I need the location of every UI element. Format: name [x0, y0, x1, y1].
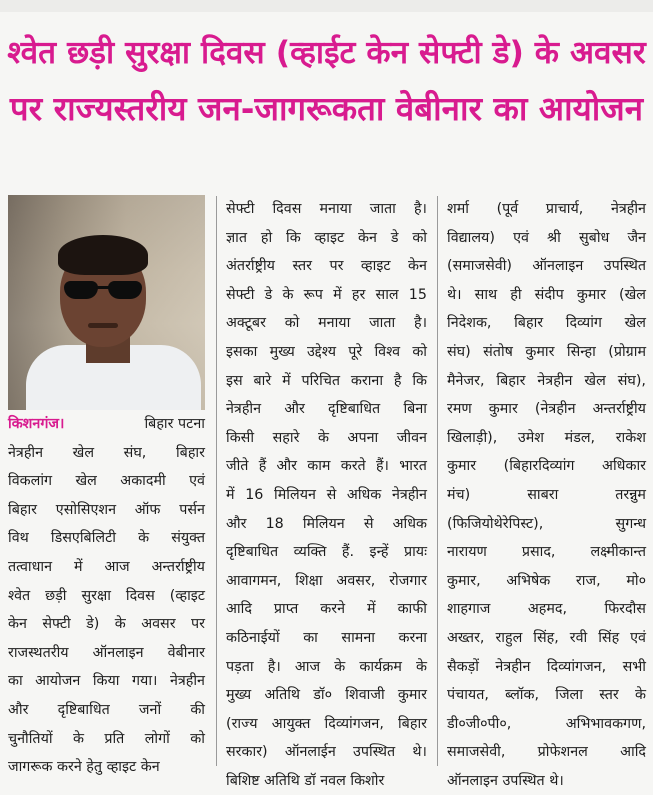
article-line: बिहार एसोसिएशन ऑफ पर्सन [8, 501, 205, 518]
headline-line-2: पर राज्यस्तरीय जन-जागरूकता वेबीनार का आयोजन [9, 89, 644, 128]
article-line-text: बिहार पटना [144, 416, 205, 432]
article-line [8, 410, 205, 439]
article-line: नेत्रहीन और दृष्टिबाधित बिना [226, 401, 427, 418]
article-line: विकलांग खेल अकादमी एवं [8, 473, 205, 490]
article-line: मंच) साबरा तरन्नुम [447, 486, 646, 503]
article-line: कठिनाईयों का सामना करना [226, 629, 427, 646]
dateline: किशनगंज। [8, 416, 65, 432]
article-line: अक्टूबर को मनाया जाता है। [226, 315, 427, 332]
article-line: इस बारे में परिचित कराना है कि [226, 372, 427, 389]
article-line: केन सेफ्टी डे) के अवसर पर [8, 616, 205, 633]
article-line: रमण कुमार (नेत्रहीन अन्तर्राष्ट्रीय [447, 401, 646, 418]
article-line: और दृष्टिबाधित जनों की [8, 701, 205, 718]
article-line: सरकार) ऑनलाईन उपस्थित थे। [226, 744, 427, 761]
article-line: राजस्थतरीय ऑनलाइन वेबीनार [8, 644, 205, 661]
article-line: विथ डिसएबिलिटी के संयुक्त [8, 530, 205, 547]
article-line: पंचायत, ब्लॉक, जिला स्तर के [447, 687, 646, 704]
article-line: अंतर्राष्ट्रीय स्तर पर व्हाइट केन [226, 258, 427, 275]
article-line: तत्वाधान में आज अन्तर्राष्ट्रीय [8, 558, 205, 575]
article-line: शाहगाज अहमद, फिरदौस [447, 601, 646, 618]
article-line: चुनौतियों के प्रति लोगों को [8, 730, 205, 747]
person-photo [8, 195, 205, 410]
article-line: ज्ञात हो कि व्हाइट केन डे को [226, 229, 427, 246]
article-line: विद्यालय) एवं श्री सुबोध जैन [447, 229, 646, 246]
article-line: किसी सहारे के अपना जीवन [226, 429, 427, 446]
article-line: दृष्टिबाधित व्यक्ति हैं. इन्हें प्रायः [226, 544, 427, 561]
article-line: सेफ्टी डे के रूप में हर साल 15 [226, 286, 427, 303]
article-line: (राज्य आयुक्त दिव्यांगजन, बिहार [226, 715, 427, 732]
article-line: पड़ता है। आज के कार्यक्रम के [226, 658, 427, 675]
article-column-2 [226, 195, 427, 795]
article-line: और 18 मिलियन से अधिक [226, 515, 427, 532]
headline [6, 26, 647, 136]
article-line: मुख्य अतिथि डॉ० शिवाजी कुमार [226, 687, 427, 704]
article-line: आदि प्राप्त करने में काफी [226, 601, 427, 618]
article-line: इसका मुख्य उद्देश्य पूरे विश्व को [226, 343, 427, 360]
article-line: कुमार, अभिषेक राज, मो० [447, 572, 646, 589]
article-line: आवागमन, शिक्षा अवसर, रोजगार [226, 572, 427, 589]
article-line: (समाजसेवी) ऑनलाइन उपस्थित [447, 258, 646, 275]
article-line: खिलाड़ी), उमेश मंडल, राकेश [447, 429, 646, 446]
article-line: श्वेत छड़ी सुरक्षा दिवस (व्हाइट [8, 587, 205, 604]
top-strip [0, 0, 653, 12]
article-line: कुमार (बिहारदिव्यांग अधिकार [447, 458, 646, 475]
article-line: बिशिष्ट अतिथि डॉ नवल किशोर [226, 772, 385, 789]
article-line: नेत्रहीन खेल संघ, बिहार [8, 444, 205, 461]
article-line: अख्तर, राहुल सिंह, रवी सिंह एवं [447, 629, 646, 646]
article-line: ऑनलाइन उपस्थित थे। [447, 772, 564, 789]
article-line: डी०जी०पी०, अभिभावकगण, [447, 715, 646, 732]
headline-line-1: श्वेत छड़ी सुरक्षा दिवस (व्हाईट केन सेफ्टी डे) के अवसर [7, 35, 646, 71]
article-line: निदेशक, बिहार दिव्यांग खेल [447, 315, 646, 332]
article-line: जीते हैं और काम करते हैं। भारत [226, 458, 427, 475]
article-line: का आयोजन किया गया। नेत्रहीन [8, 673, 205, 690]
article-line: सैकड़ों नेत्रहीन दिव्यांगजन, सभी [447, 658, 646, 675]
article-line: शर्मा (पूर्व प्राचार्य, नेत्रहीन [447, 201, 646, 217]
article-line: थे। साथ ही संदीप कुमार (खेल [447, 286, 646, 303]
column-divider [216, 196, 217, 766]
article-line: संघ) संतोष कुमार सिन्हा (प्रोग्राम [447, 343, 646, 360]
article-line: जागरूक करने हेतु व्हाइट केन [8, 759, 160, 776]
article-line: नारायण प्रसाद, लक्ष्मीकान्त [447, 544, 646, 561]
article-line: सेफ्टी दिवस मनाया जाता है। [226, 201, 427, 217]
sunglasses-icon [64, 281, 144, 301]
column-divider [437, 196, 438, 766]
article-line: में 16 मिलियन से अधिक नेत्रहीन [226, 486, 427, 503]
article-column-3 [447, 195, 646, 795]
article-line: समाजसेवी, प्रोफेशनल आदि [447, 744, 646, 761]
article-column-1 [8, 410, 205, 782]
article-line: मैनेजर, बिहार नेत्रहीन खेल संघ), [447, 372, 646, 389]
article-line: (फिजियोथेरेपिस्ट), सुगन्ध [447, 515, 646, 532]
